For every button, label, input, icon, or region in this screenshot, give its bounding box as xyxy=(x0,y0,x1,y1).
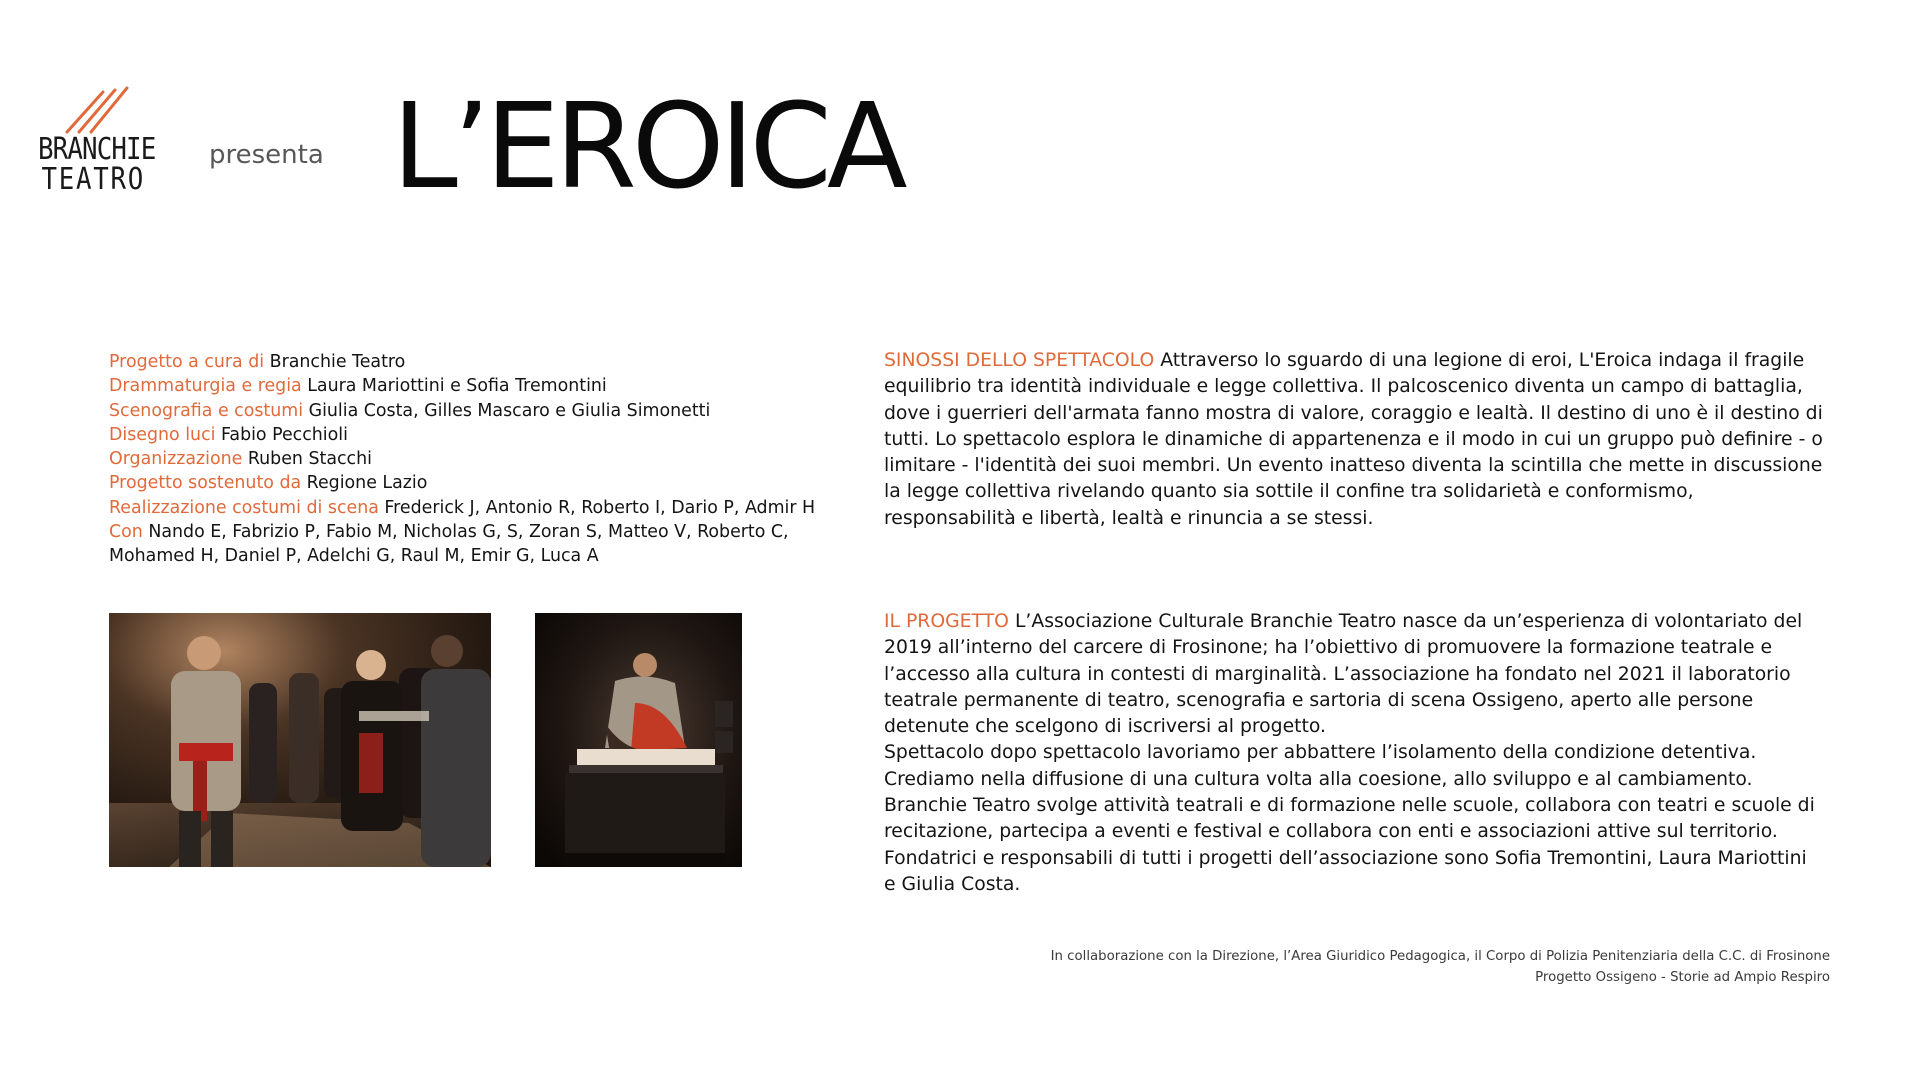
progetto-section xyxy=(884,609,1824,898)
logo-line-1: BRANCHIE xyxy=(38,132,156,167)
stage-photo-solo xyxy=(535,613,742,867)
credit-row xyxy=(109,399,859,423)
credit-value: Fabio Pecchioli xyxy=(221,424,348,445)
presenta-label: presenta xyxy=(209,140,324,170)
credit-label: Con xyxy=(109,522,143,543)
credit-value: Regione Lazio xyxy=(306,473,428,494)
credit-row xyxy=(109,447,859,471)
sinossi-text: Attraverso lo sguardo di una legione di eroi, L'Eroica indaga il fragile equilibrio tra identità individuale e legge collettiva. Il palcoscenico diventa un campo di battaglia, dove i guerrieri dell'armata fanno mostra di valore, coraggio e lealtà. Il destino di uno è il destino di tutti. Lo spettacolo esplora le dinamiche di appartenenza e il modo in cui un gruppo può definire - o limitare - l'identità dei suoi membri. Un evento inatteso diventa la scintilla che mette in discussione la legge collettiva rivelando quanto sia sottile il confine tra solidarietà e conformismo, responsabilità e libertà, lealtà e rinuncia a se stessi. xyxy=(884,350,1823,529)
credit-value: Branchie Teatro xyxy=(269,352,406,372)
branchie-teatro-logo xyxy=(38,86,156,196)
page-title: L’EROICA xyxy=(392,77,903,215)
logo-line-2: TEATRO xyxy=(41,162,145,197)
credit-label: Realizzazione costumi di scena xyxy=(109,497,379,518)
credit-row xyxy=(109,471,859,495)
sinossi-section xyxy=(884,348,1824,532)
credits-list xyxy=(109,350,859,569)
progetto-label: IL PROGETTO xyxy=(884,611,1009,632)
credit-row xyxy=(109,374,859,398)
credit-label: Drammaturgia e regia xyxy=(109,376,302,397)
credit-value: Nando E, Fabrizio P, Fabio M, Nicholas G, S, Zoran S, Matteo V, Roberto C, Mohamed H, Daniel P, Adelchi G, Raul M, Emir G, Luca A xyxy=(109,522,789,567)
credit-label: Progetto a cura di xyxy=(109,352,265,372)
stage-photo-solo-image xyxy=(535,613,742,867)
credit-value: Frederick J, Antonio R, Roberto I, Dario P, Admir H xyxy=(384,497,816,518)
logo-strokes-icon xyxy=(63,86,133,134)
footer-line-1: In collaborazione con la Direzione, l’Area Giuridico Pedagogica, il Corpo di Polizia Penitenziaria della C.C. di Frosinone xyxy=(1050,949,1830,964)
footer-credits xyxy=(1051,946,1830,988)
sinossi-label: SINOSSI DELLO SPETTACOLO xyxy=(884,350,1155,371)
stage-photo-group-image xyxy=(109,613,491,867)
credit-row xyxy=(109,496,859,520)
credit-value: Laura Mariottini e Sofia Tremontini xyxy=(307,376,607,397)
credit-row xyxy=(109,423,859,447)
credit-label: Disegno luci xyxy=(109,424,216,445)
credit-value: Giulia Costa, Gilles Mascaro e Giulia Simonetti xyxy=(308,400,711,421)
logo-wordmark xyxy=(38,132,156,197)
credit-value: Ruben Stacchi xyxy=(247,449,372,470)
footer-line-2: Progetto Ossigeno - Storie ad Ampio Respiro xyxy=(1535,970,1830,985)
credit-row xyxy=(109,350,859,374)
progetto-text: L’Associazione Culturale Branchie Teatro nasce da un’esperienza di volontariato del 2019 all’interno del carcere di Frosinone; ha l’obiettivo di promuovere la formazione teatrale e l’accesso alla cultura in contesti di marginalità. L’associazione ha fondato nel 2021 il laboratorio teatrale permanente di teatro, scenografia e sartoria di scena Ossigeno, aperto alle persone detenute che scelgono di iscriversi al progetto. xyxy=(884,611,1803,738)
credit-row xyxy=(109,520,859,569)
credit-label: Organizzazione xyxy=(109,449,243,470)
stage-photo-group xyxy=(109,613,491,867)
credit-label: Progetto sostenuto da xyxy=(109,473,302,494)
progetto-text-2: Spettacolo dopo spettacolo lavoriamo per abbattere l’isolamento della condizione detentiva. Crediamo nella diffusione di una cultura volta alla coesione, allo sviluppo e al cambiamento. Branchie Teatro svolge attività teatrali e di formazione nelle scuole, collabora con teatri e scuole di recitazione, partecipa a eventi e festival e collabora con enti e associazioni attive sul territorio. Fondatrici e responsabili di tutti i progetti dell’associazione sono Sofia Tremontini, Laura Mariottini e Giulia Costa. xyxy=(884,742,1815,895)
credit-label: Scenografia e costumi xyxy=(109,400,304,421)
